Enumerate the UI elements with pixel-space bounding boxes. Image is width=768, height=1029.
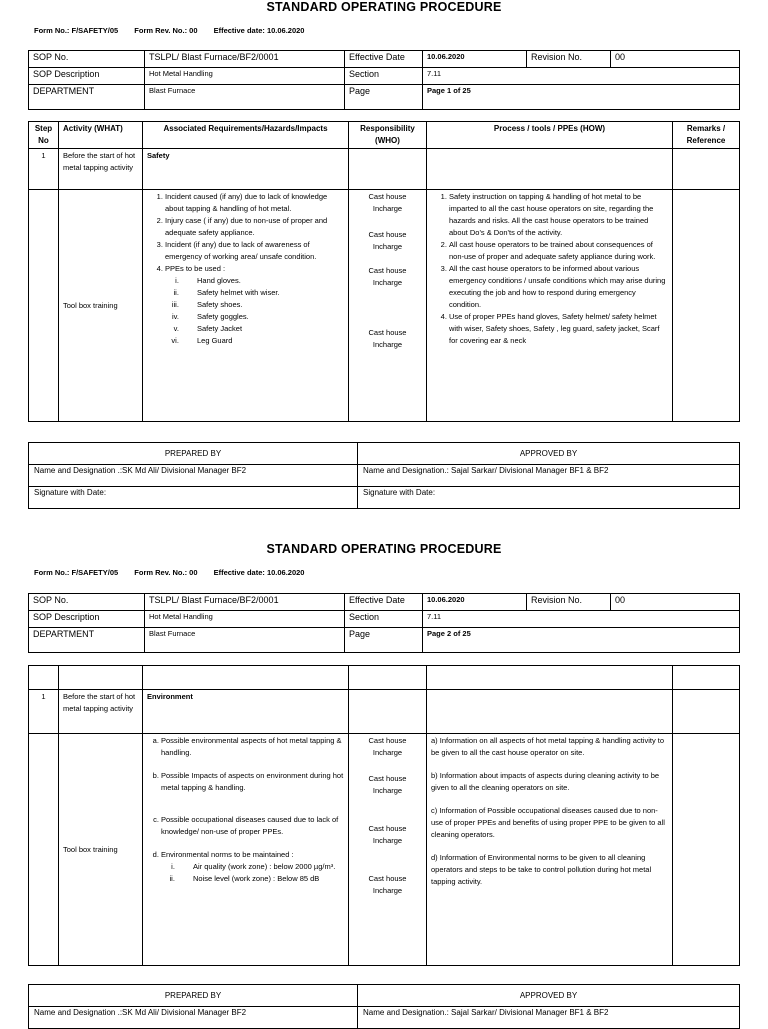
ppe-list — [165, 275, 344, 347]
col-remarks: Remarks / Reference — [673, 122, 740, 149]
sop-no-value: TSLPL/ Blast Furnace/BF2/0001 — [145, 594, 345, 611]
hazard-item — [165, 263, 344, 347]
effective-date-value: 10.06.2020 — [423, 594, 527, 611]
approved-by-heading: APPROVED BY — [358, 443, 740, 465]
aspects-cell — [143, 734, 349, 966]
doc-title: STANDARD OPERATING PROCEDURE — [266, 0, 502, 14]
sop-no-label: SOP No. — [29, 594, 145, 611]
sop-description-label: SOP Description — [29, 68, 145, 85]
form-rev: Form Rev. No.: 00 — [134, 26, 198, 35]
sub-activity: Tool box training — [59, 190, 143, 422]
aspect-item: a. Possible environmental aspects of hot metal tapping & handling. — [161, 735, 344, 759]
empty-header-cell — [59, 666, 143, 690]
category-label: Environment — [143, 690, 349, 734]
form-effective-date: Effective date: 10.06.2020 — [213, 26, 305, 35]
form-info-line — [34, 26, 318, 35]
form-rev: Form Rev. No.: 00 — [134, 568, 198, 577]
aspect-item: c. Possible occupational diseases caused due to lack of knowledge/ non-use of proper PPEs. — [161, 814, 344, 838]
responsible-role: Cast house Incharge — [368, 266, 407, 287]
hazards-cell — [143, 190, 349, 422]
process-item: 3. All the cast house operators to be informed about various emergency conditions / unsafe conditions which may arise during executing the job and how to respond during emergency condition. — [449, 263, 668, 311]
col-process: Process / tools / PPEs (HOW) — [427, 122, 673, 149]
responsible-role: Cast house Incharge — [368, 736, 407, 757]
process-item: a) Information on all aspects of hot metal tapping & handling activity to be given to all the cast house operator on site. — [431, 736, 665, 757]
ppe-item: iii. Safety shoes. — [181, 299, 344, 311]
responsible-role: Cast house Incharge — [368, 192, 407, 213]
process-item: 1. Safety instruction on tapping & handling of hot metal to be imparted to all the cast house operators on site, regarding the hazards and risks. All the cast house operators to be trained about Do's & Don'ts of the activity. — [449, 191, 668, 239]
empty-header-cell — [143, 666, 349, 690]
sop-no-value: TSLPL/ Blast Furnace/BF2/0001 — [145, 51, 345, 68]
page-number: Page 1 of 25 — [423, 85, 740, 110]
remarks-cell — [673, 190, 740, 422]
sub-activity: Tool box training — [59, 734, 143, 966]
responsible-role: Cast house Incharge — [368, 230, 407, 251]
prepared-by-heading: PREPARED BY — [29, 985, 358, 1007]
empty-cell — [427, 690, 673, 734]
revision-label: Revision No. — [527, 51, 611, 68]
effective-date-label: Effective Date — [345, 51, 423, 68]
form-info-line — [34, 568, 318, 577]
form-no: Form No.: F/SAFETY/05 — [34, 26, 119, 35]
approved-signature-field: Signature with Date: — [358, 487, 740, 509]
page-number: Page 2 of 25 — [423, 628, 740, 653]
sop-header-table — [28, 50, 740, 110]
empty-cell — [29, 734, 59, 966]
department-value: Blast Furnace — [145, 628, 345, 653]
section-label: Section — [345, 68, 423, 85]
col-requirements: Associated Requirements/Hazards/Impacts — [143, 122, 349, 149]
responsibility-cell — [349, 734, 427, 966]
responsible-role: Cast house Incharge — [368, 328, 407, 349]
aspects-list — [147, 735, 344, 885]
ppe-item: vi. Leg Guard — [181, 335, 344, 347]
empty-header-cell — [349, 666, 427, 690]
process-cell — [427, 734, 673, 966]
norms-heading: Environmental norms to be maintained : — [161, 850, 294, 859]
revision-value: 00 — [611, 51, 740, 68]
effective-date-value: 10.06.2020 — [423, 51, 527, 68]
process-item: c) Information of Possible occupational diseases caused due to non-use of proper PPEs and benefits of using proper PPE to be given to all cleaning operators. — [431, 806, 665, 839]
section-value: 7.11 — [423, 68, 740, 85]
empty-cell — [29, 190, 59, 422]
hazard-item: 1. Incident caused (if any) due to lack of knowledge about tapping & handling of hot metal. — [165, 191, 344, 215]
form-effective-date: Effective date: 10.06.2020 — [213, 568, 305, 577]
empty-cell — [349, 149, 427, 190]
ppe-item: iv. Safety goggles. — [181, 311, 344, 323]
aspect-item — [161, 849, 344, 885]
ppe-item: ii. Safety helmet with wiser. — [181, 287, 344, 299]
prepared-by-name: Name and Designation .:SK Md Ali/ Divisional Manager BF2 — [29, 465, 358, 487]
department-value: Blast Furnace — [145, 85, 345, 110]
approved-by-name: Name and Designation.: Sajal Sarkar/ Divisional Manager BF1 & BF2 — [358, 465, 740, 487]
approved-by-name: Name and Designation.: Sajal Sarkar/ Divisional Manager BF1 & BF2 — [358, 1007, 740, 1029]
responsibility-cell — [349, 190, 427, 422]
page-label: Page — [345, 85, 423, 110]
category-label: Safety — [143, 149, 349, 190]
empty-header-cell — [427, 666, 673, 690]
sop-description-label: SOP Description — [29, 611, 145, 628]
responsible-role: Cast house Incharge — [368, 824, 407, 845]
col-responsibility: Responsibility (WHO) — [349, 122, 427, 149]
activity-start: Before the start of hot metal tapping activity — [59, 149, 143, 190]
norms-list — [161, 861, 344, 885]
effective-date-label: Effective Date — [345, 594, 423, 611]
process-list — [431, 191, 668, 347]
prepared-signature-field: Signature with Date: — [29, 487, 358, 509]
activity-start: Before the start of hot metal tapping activity — [59, 690, 143, 734]
prepared-by-name: Name and Designation .:SK Md Ali/ Divisional Manager BF2 — [29, 1007, 358, 1029]
process-item: 4. Use of proper PPEs hand gloves, Safety helmet/ safety helmet with wiser, Safety shoes, Safety , leg guard, safety jacket, Scarf for covering ear & neck — [449, 311, 668, 347]
section-label: Section — [345, 611, 423, 628]
ppe-heading: PPEs to be used : — [165, 264, 226, 273]
approved-by-heading: APPROVED BY — [358, 985, 740, 1007]
col-step: Step No — [29, 122, 59, 149]
sop-no-label: SOP No. — [29, 51, 145, 68]
sop-description-value: Hot Metal Handling — [145, 611, 345, 628]
norm-item: ii. Noise level (work zone) : Below 85 dB — [177, 873, 344, 885]
hazard-item: 3. Incident (if any) due to lack of awareness of emergency of working area/ unsafe condition. — [165, 239, 344, 263]
empty-cell — [349, 690, 427, 734]
procedure-table — [28, 121, 740, 422]
department-label: DEPARTMENT — [29, 85, 145, 110]
ppe-item: i. Hand gloves. — [181, 275, 344, 287]
process-item: b) Information about impacts of aspects during cleaning activity to be given to all the cleaning operators on site. — [431, 771, 660, 792]
norm-item: i. Air quality (work zone) : below 2000 µg/m³. — [177, 861, 344, 873]
signoff-table — [28, 442, 740, 509]
hazards-list — [147, 191, 344, 347]
section-value: 7.11 — [423, 611, 740, 628]
empty-header-cell — [673, 666, 740, 690]
remarks-cell — [673, 734, 740, 966]
prepared-by-heading: PREPARED BY — [29, 443, 358, 465]
revision-label: Revision No. — [527, 594, 611, 611]
process-item: d) Information of Environmental norms to be given to all cleaning operators and steps to be take to control pollution during hot metal tapping activity. — [431, 853, 652, 886]
sop-description-value: Hot Metal Handling — [145, 68, 345, 85]
doc-title: STANDARD OPERATING PROCEDURE — [266, 542, 502, 556]
responsible-role: Cast house Incharge — [368, 874, 407, 895]
step-number: 1 — [29, 149, 59, 190]
form-no: Form No.: F/SAFETY/05 — [34, 568, 119, 577]
aspect-item: b. Possible Impacts of aspects on environment during hot metal tapping & handling. — [161, 770, 344, 794]
step-number: 1 — [29, 690, 59, 734]
page-label: Page — [345, 628, 423, 653]
procedure-table — [28, 665, 740, 966]
hazard-item: 2. Injury case ( if any) due to non-use of proper and adequate safety appliance. — [165, 215, 344, 239]
ppe-item: v. Safety Jacket — [181, 323, 344, 335]
empty-cell — [673, 690, 740, 734]
signoff-table — [28, 984, 740, 1029]
empty-cell — [673, 149, 740, 190]
process-item: 2. All cast house operators to be trained about consequences of non-use of proper and adequate safety appliance during work. — [449, 239, 668, 263]
revision-value: 00 — [611, 594, 740, 611]
process-cell — [427, 190, 673, 422]
empty-cell — [427, 149, 673, 190]
responsible-role: Cast house Incharge — [368, 774, 407, 795]
sop-header-table — [28, 593, 740, 653]
department-label: DEPARTMENT — [29, 628, 145, 653]
col-activity: Activity (WHAT) — [59, 122, 143, 149]
empty-header-cell — [29, 666, 59, 690]
